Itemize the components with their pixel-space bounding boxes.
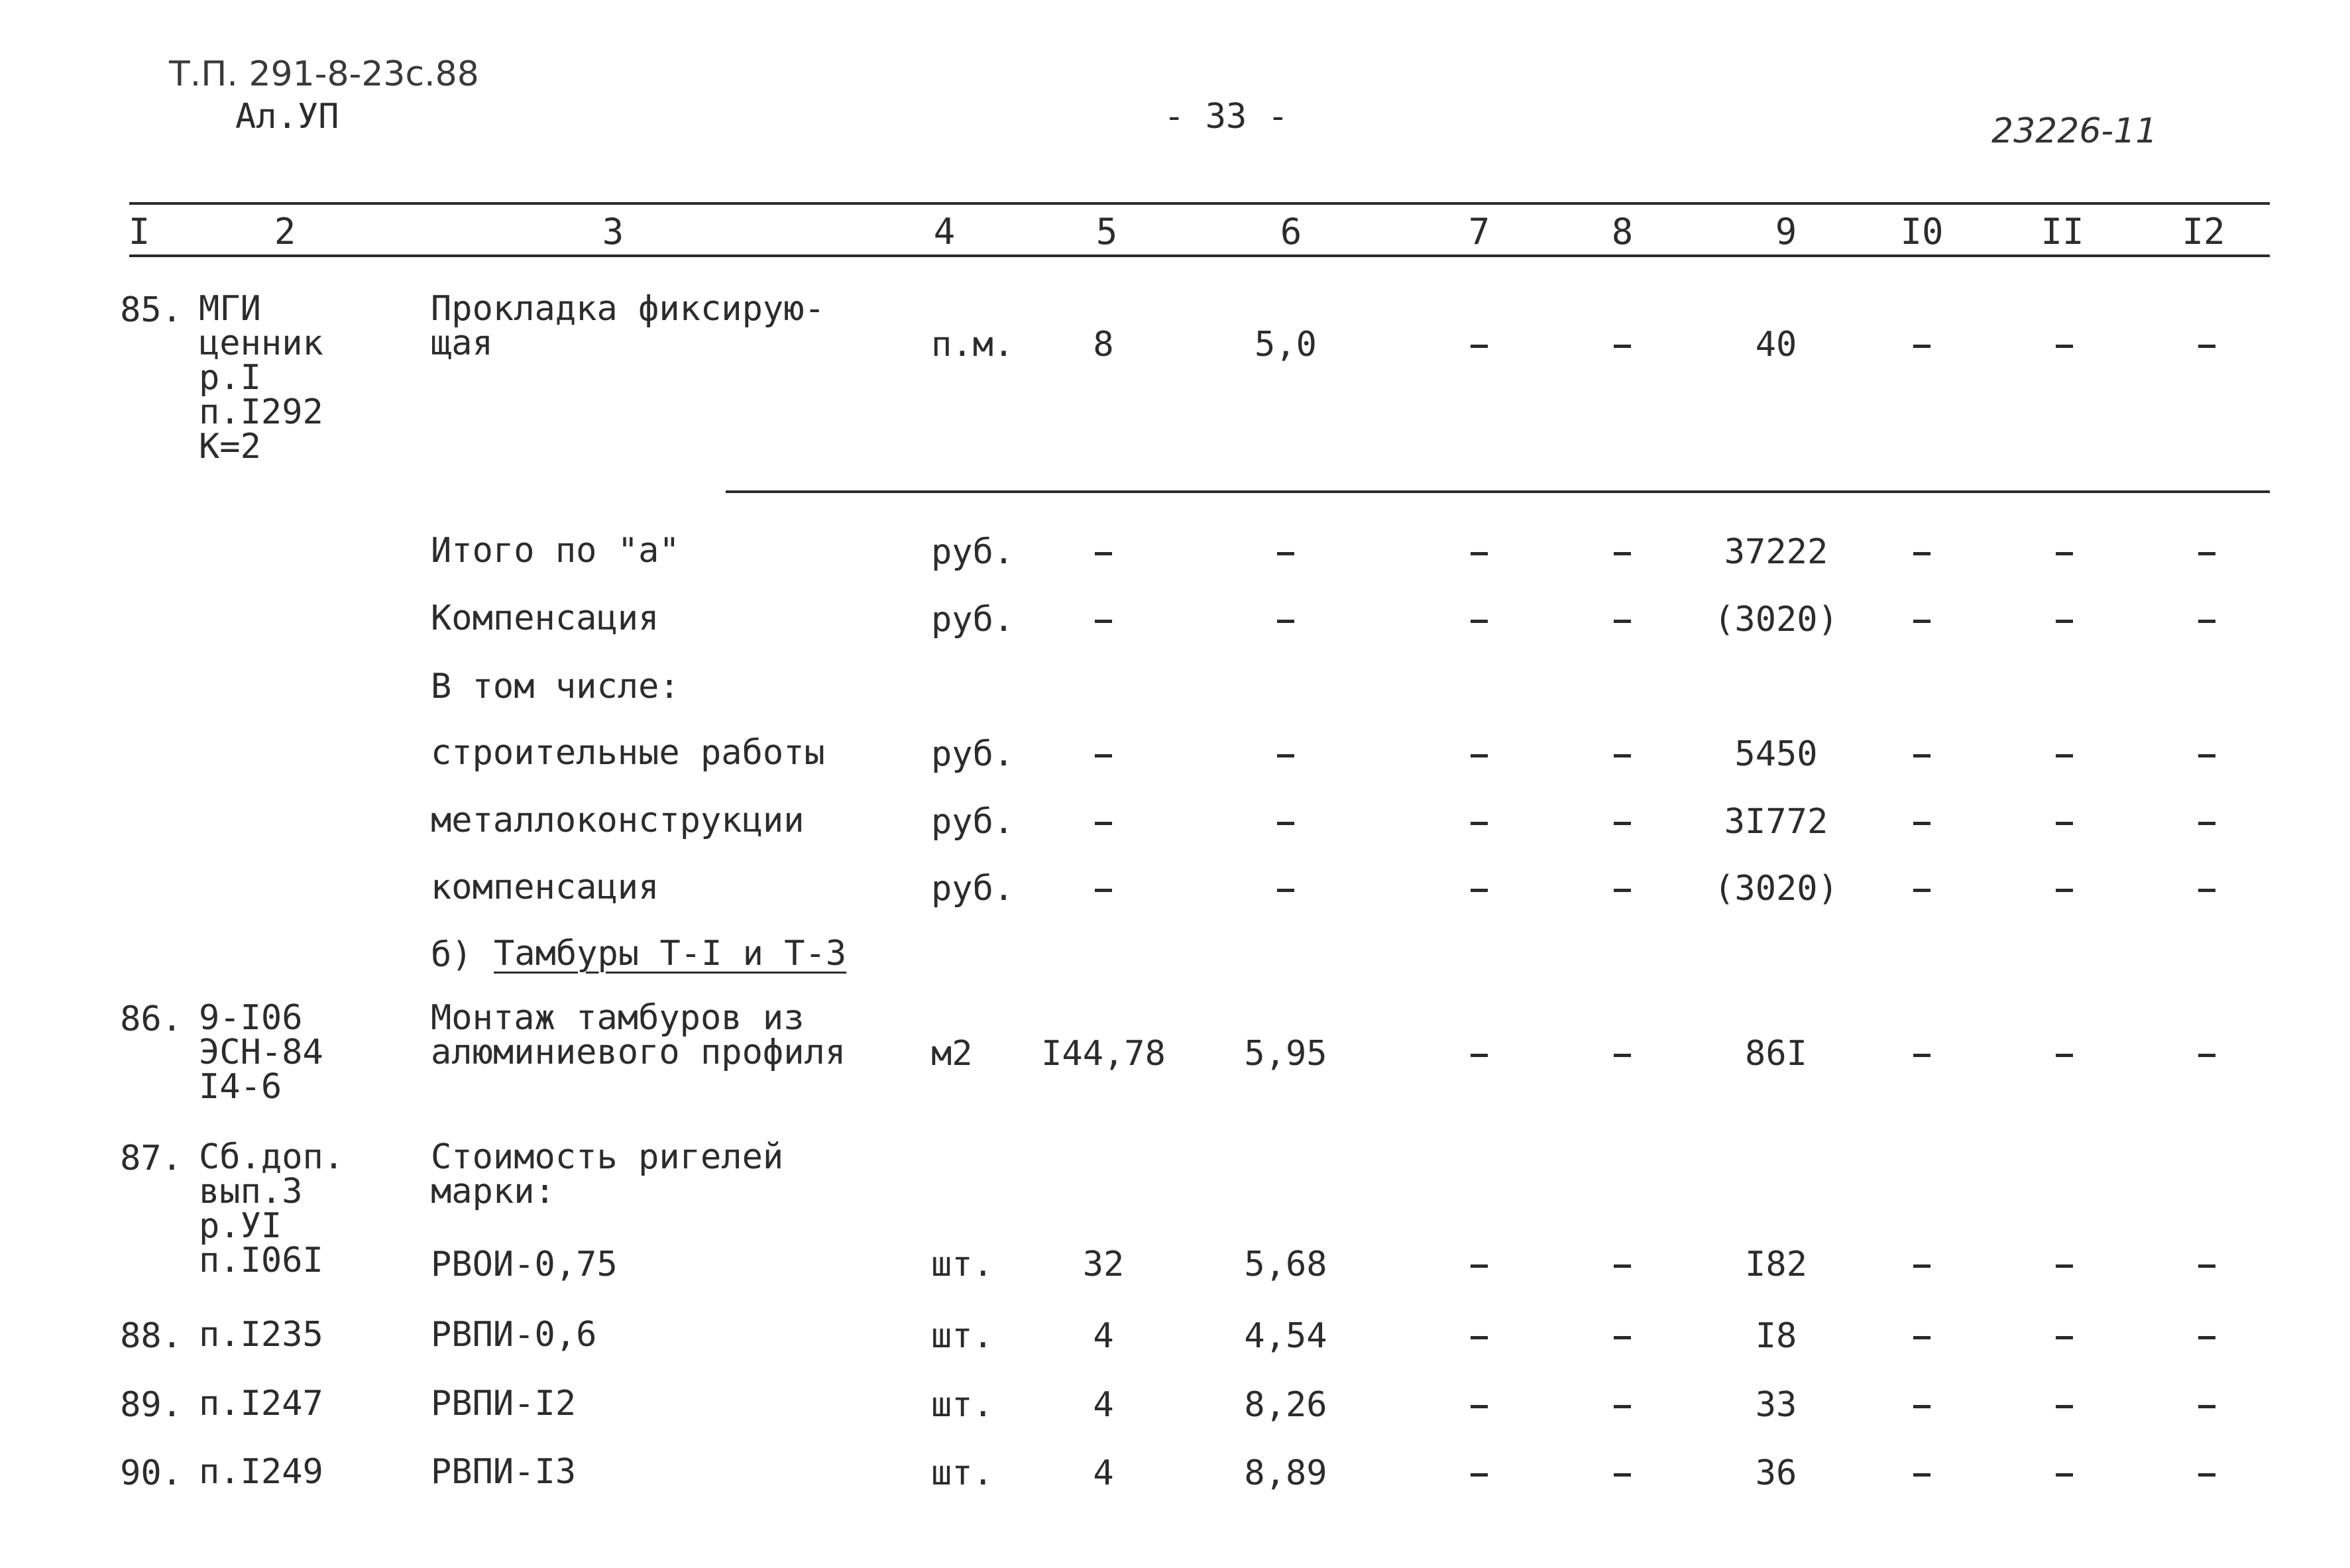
unit-cell: шт. [931,1385,993,1425]
value-cell: (3020) [1714,869,1838,909]
dash-mark [2198,345,2215,348]
dash-mark [1277,754,1294,757]
unit-cell: п.м. [931,325,1015,364]
dash-mark [2056,1336,2073,1339]
value-cell: (3020) [1714,600,1838,640]
subtotal-rule [726,490,2270,493]
dash-mark [1614,1336,1631,1339]
dash-mark [2056,345,2073,348]
unit-cell: шт. [931,1453,993,1493]
dash-mark [2056,1473,2073,1477]
document-code: Т.П. 291-8-23с.88 [169,54,479,94]
value-cell: 8 [1093,325,1114,364]
dash-mark [1614,1054,1631,1057]
work-name: РВПИ-I3 [431,1452,577,1492]
unit-cell: руб. [931,869,1015,909]
work-name: компенсация [431,868,659,907]
dash-mark [2056,889,2073,892]
dash-mark [2198,1264,2215,1268]
table-top-rule [129,202,2270,205]
column-header: 4 [933,211,956,252]
price-reference: МГИ ценник р.I п.I292 К=2 [199,289,323,467]
column-header: I2 [2182,211,2225,252]
value-cell: 86I [1745,1034,1807,1074]
price-reference: п.I247 [199,1384,323,1424]
dash-mark [2198,822,2215,825]
dash-mark [1913,1473,1930,1477]
work-name: металлоконструкции [431,801,805,840]
dash-mark [1277,822,1294,825]
column-header: 6 [1280,211,1302,252]
dash-mark [1471,1405,1488,1408]
dash-mark [1471,1264,1488,1268]
dash-mark [1614,889,1631,892]
dash-mark [1913,1264,1930,1268]
dash-mark [2056,1405,2073,1408]
dash-mark [1913,345,1930,348]
dash-mark [1913,754,1930,757]
dash-mark [1471,754,1488,757]
unit-cell: руб. [931,532,1015,572]
price-reference: Сб.доп. вып.3 р.УI п.I06I [199,1137,345,1280]
dash-mark [1471,822,1488,825]
section-letter: б) [431,935,473,975]
dash-mark [1913,889,1930,892]
row-number: 85. [120,290,182,330]
value-cell: 8,26 [1244,1385,1327,1425]
work-name: РВПИ-0,6 [431,1315,597,1355]
dash-mark [2198,889,2215,892]
unit-cell: руб. [931,802,1015,842]
column-header: 5 [1095,211,1118,252]
value-cell: 33 [1755,1385,1797,1425]
dash-mark [1471,889,1488,892]
dash-mark [1614,345,1631,348]
dash-mark [2056,620,2073,623]
column-header: 2 [274,211,296,252]
dash-mark [1614,1473,1631,1477]
dash-mark [1095,552,1112,555]
dash-mark [1913,552,1930,555]
dash-mark [1471,620,1488,623]
value-cell: 37222 [1724,532,1828,572]
dash-mark [1471,345,1488,348]
column-header: 3 [602,211,624,252]
work-name: Стоимость ригелей марки: [431,1137,784,1211]
price-reference: п.I235 [199,1315,323,1355]
header-bottom-rule [129,254,2270,257]
dash-mark [1471,1054,1488,1057]
value-cell: 32 [1082,1245,1125,1284]
price-reference: 9-I06 ЭСН-84 I4-6 [199,998,323,1107]
work-name: РВПИ-I2 [431,1384,577,1424]
dash-mark [1913,620,1930,623]
dash-mark [1913,1405,1930,1408]
dash-mark [1614,1405,1631,1408]
dash-mark [2198,754,2215,757]
value-cell: 4 [1093,1453,1114,1493]
value-cell: 4 [1093,1316,1114,1356]
value-cell: 40 [1755,325,1797,364]
unit-cell: шт. [931,1316,993,1356]
dash-mark [1471,552,1488,555]
dash-mark [2198,1054,2215,1057]
price-reference: п.I249 [199,1452,323,1492]
value-cell: 36 [1755,1453,1797,1493]
dash-mark [1913,1054,1930,1057]
work-name: строительные работы [431,733,825,773]
work-name: Компенсация [431,598,659,638]
page-number: - 33 - [1164,97,1288,137]
value-cell: I44,78 [1041,1034,1166,1074]
dash-mark [2198,1405,2215,1408]
work-name: Итого по "а" [431,531,680,571]
dash-mark [2056,552,2073,555]
value-cell: 8,89 [1244,1453,1327,1493]
row-number: 87. [120,1139,182,1178]
dash-mark [1277,889,1294,892]
dash-mark [1095,754,1112,757]
column-header: I [128,211,150,252]
dash-mark [1913,822,1930,825]
dash-mark [2056,822,2073,825]
dash-mark [1095,822,1112,825]
row-number: 90. [120,1453,182,1493]
row-number: 88. [120,1316,182,1356]
value-cell: I8 [1755,1316,1797,1356]
unit-cell: шт. [931,1245,993,1284]
value-cell: 5,68 [1244,1245,1327,1284]
dash-mark [1614,552,1631,555]
unit-cell: руб. [931,600,1015,640]
dash-mark [1614,754,1631,757]
column-header: II [2041,211,2084,252]
dash-mark [2056,1054,2073,1057]
dash-mark [1471,1336,1488,1339]
dash-mark [2198,1336,2215,1339]
column-header: I0 [1900,211,1944,252]
dash-mark [2056,1264,2073,1268]
row-number: 89. [120,1385,182,1425]
row-number: 86. [120,999,182,1039]
work-name: В том числе: [431,667,680,706]
archive-number: 23226-11 [1991,111,2158,151]
value-cell: 5,95 [1244,1034,1327,1074]
unit-cell: руб. [931,734,1015,774]
value-cell: 4 [1093,1385,1114,1425]
section-title: Тамбуры Т-I и Т-3 [494,934,847,974]
unit-cell: м2 [931,1034,973,1074]
dash-mark [1614,1264,1631,1268]
dash-mark [1095,889,1112,892]
album-label: Ал.УП [235,97,339,137]
dash-mark [1614,620,1631,623]
dash-mark [1614,822,1631,825]
dash-mark [2198,620,2215,623]
dash-mark [2056,754,2073,757]
value-cell: 5450 [1734,734,1818,774]
dash-mark [1471,1473,1488,1477]
dash-mark [2198,1473,2215,1477]
work-name: Прокладка фиксирую- щая [431,289,825,363]
value-cell: I82 [1745,1245,1807,1284]
column-header: 7 [1468,211,1490,252]
value-cell: 5,0 [1255,325,1317,364]
dash-mark [2198,552,2215,555]
dash-mark [1913,1336,1930,1339]
column-header: 8 [1611,211,1634,252]
work-name-item: РВОИ-0,75 [431,1245,618,1284]
dash-mark [1277,552,1294,555]
value-cell: 4,54 [1244,1316,1327,1356]
dash-mark [1095,620,1112,623]
value-cell: 3I772 [1724,802,1828,842]
work-name: Монтаж тамбуров из алюминиевого профиля [431,998,846,1072]
column-header: 9 [1775,211,1797,252]
dash-mark [1277,620,1294,623]
